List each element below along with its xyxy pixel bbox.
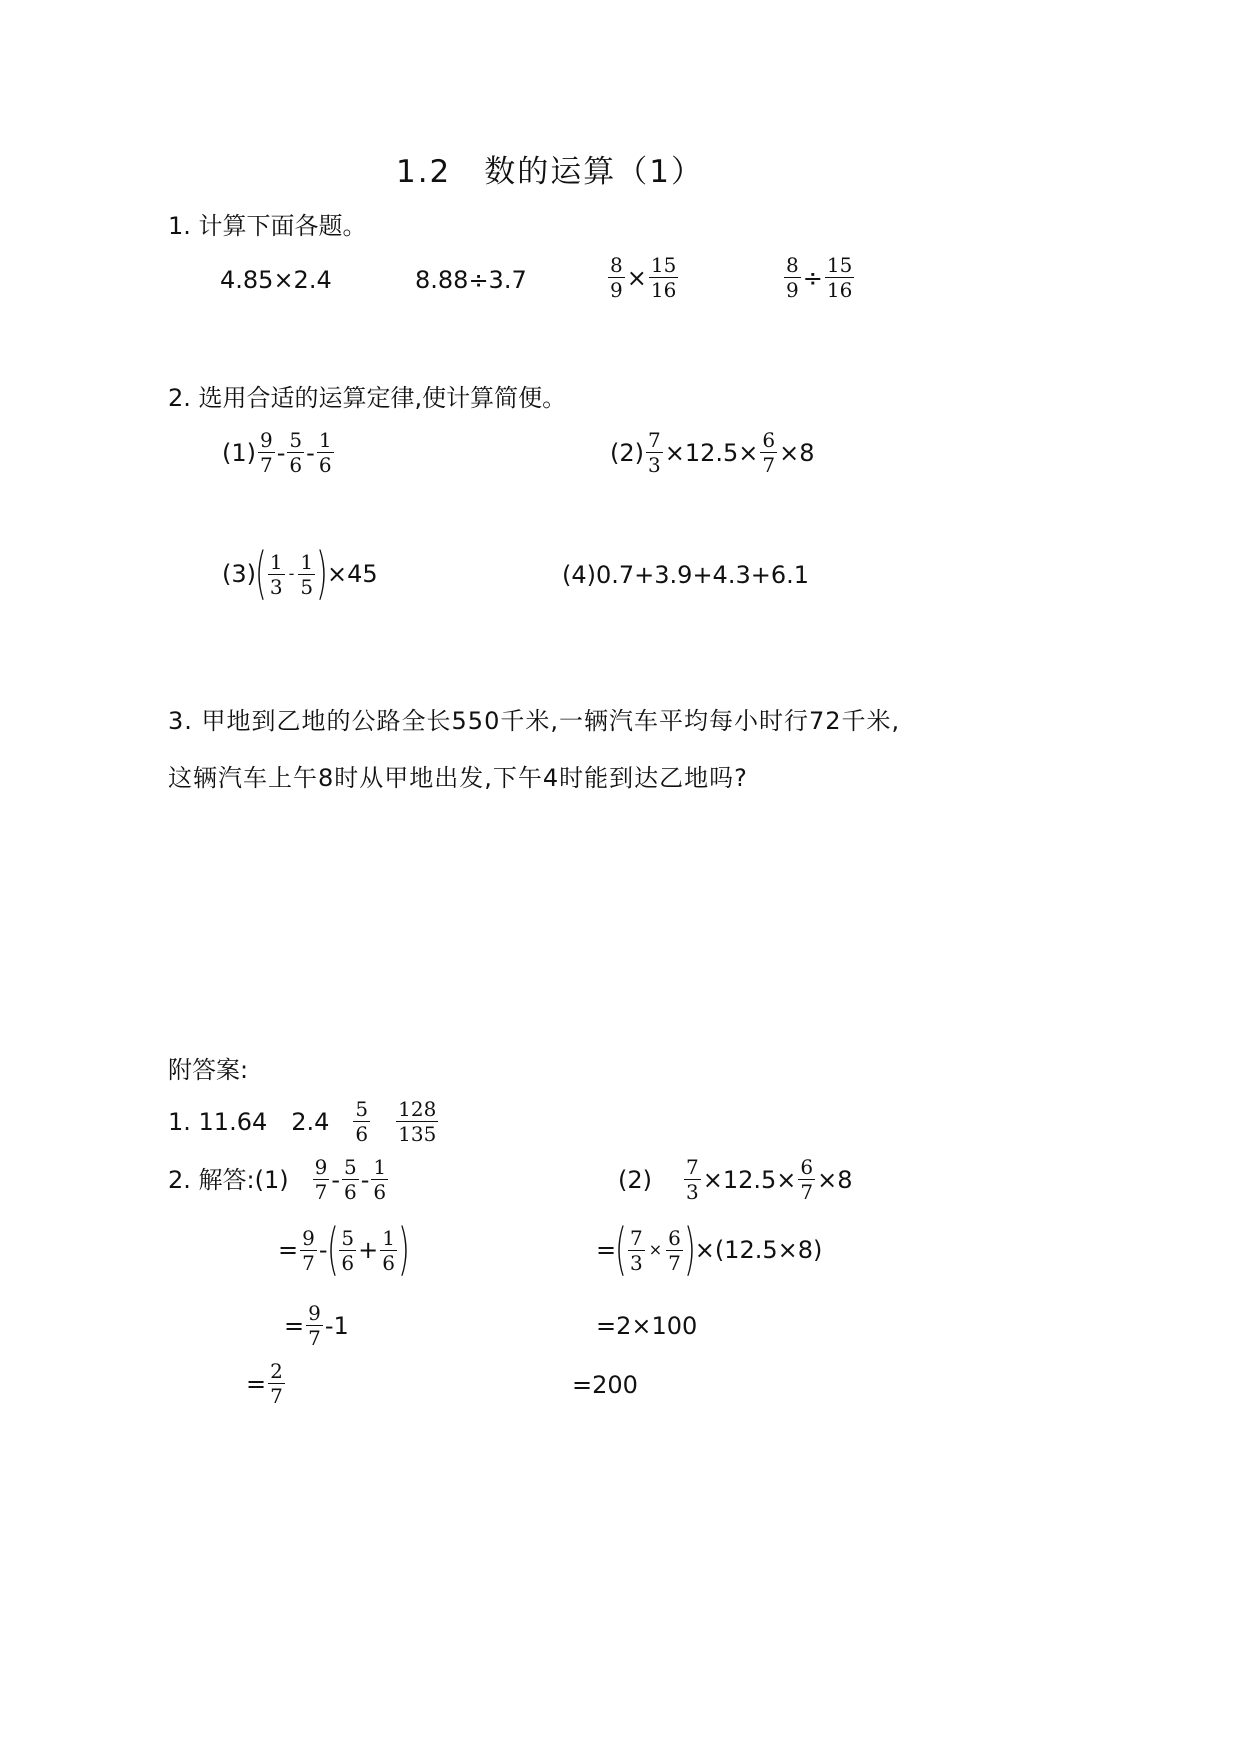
answer-1: 1. 11.64 2.4 $\frac{5}{6}$ $\frac{128}{135}$ (168, 1097, 437, 1146)
fraction: $\frac{1}{3}$ (269, 549, 283, 599)
q1-heading: 1. 计算下面各题。 (168, 212, 367, 240)
q2-problem-3: (3) ( $\frac{1}{3}$ - $\frac{1}{5}$ ) ×45 (222, 541, 378, 606)
answer-2-right-line-2: = ( $\frac{7}{3}$ × $\frac{6}{7}$ ) ×(12.5×8) (596, 1217, 823, 1282)
fraction: $\frac{5}{6}$ (355, 1097, 369, 1146)
q2-problem-1: (1) $\frac{9}{7}$ - $\frac{5}{6}$ - $\frac{1}{6}$ (222, 428, 332, 477)
answer-2-line-4: = $\frac{2}{7}$ (246, 1359, 283, 1408)
fraction: $\frac{5}{6}$ (344, 1155, 357, 1204)
fraction: $\frac{9}{7}$ (302, 1225, 315, 1275)
fraction: $\frac{7}{3}$ (686, 1155, 699, 1204)
answer-2-right-line-3: =2×100 (596, 1312, 698, 1340)
answer-2-line-3: = $\frac{9}{7}$ -1 (284, 1301, 349, 1350)
fraction: $\frac{7}{3}$ (648, 428, 661, 477)
fraction: $\frac{1}{6}$ (373, 1155, 387, 1204)
fraction: $\frac{7}{3}$ (629, 1225, 643, 1275)
q1-expr-4: $\frac{8}{9}$ ÷ $\frac{15}{16}$ (786, 253, 853, 302)
q1-expr-1: 4.85×2.4 (220, 266, 332, 294)
fraction: $\frac{15}{16}$ (650, 253, 677, 302)
fraction: $\frac{6}{7}$ (762, 428, 776, 477)
answers-heading: 附答案: (168, 1056, 249, 1084)
fraction: $\frac{8}{9}$ (610, 253, 623, 302)
fraction: $\frac{6}{7}$ (800, 1155, 814, 1204)
answer-2-right-line-4: =200 (572, 1371, 638, 1399)
answer-2-line-2: = $\frac{9}{7}$ - ( $\frac{5}{6}$ + $\frac{1}{6}$ ) (278, 1217, 410, 1282)
q2-heading: 2. 选用合适的运算定律,使计算简便。 (168, 384, 567, 412)
fraction: $\frac{6}{7}$ (668, 1225, 681, 1275)
fraction: $\frac{15}{16}$ (826, 253, 853, 302)
q1-expr-3: $\frac{8}{9}$ × $\frac{15}{16}$ (610, 253, 677, 302)
fraction: $\frac{9}{7}$ (314, 1155, 328, 1204)
page-title: 1.2 数的运算（1） (395, 154, 705, 190)
q2-problem-2: (2) $\frac{7}{3}$ ×12.5× $\frac{6}{7}$ ×8 (610, 428, 815, 477)
fraction: $\frac{9}{7}$ (308, 1301, 321, 1350)
fraction: $\frac{2}{7}$ (270, 1359, 283, 1408)
fraction: $\frac{128}{135}$ (398, 1097, 437, 1146)
fraction: $\frac{8}{9}$ (786, 253, 799, 302)
fraction: $\frac{5}{6}$ (341, 1225, 355, 1275)
q2-problem-4: (4) 0.7+3.9+4.3+6.1 (562, 561, 809, 589)
fraction: $\frac{1}{6}$ (318, 428, 332, 477)
q1-expr-2: 8.88÷3.7 (415, 266, 527, 294)
fraction: $\frac{1}{6}$ (382, 1225, 395, 1275)
fraction: $\frac{5}{6}$ (289, 428, 303, 477)
answer-2-line-1: 2. 解答:(1) $\frac{9}{7}$ - $\frac{5}{6}$ - $\frac{1}{6}$ (168, 1155, 387, 1204)
fraction: $\frac{9}{7}$ (260, 428, 273, 477)
fraction: $\frac{1}{5}$ (300, 549, 314, 599)
answer-2-right-line-1: (2) $\frac{7}{3}$ ×12.5× $\frac{6}{7}$ ×8 (618, 1155, 853, 1204)
q3-line-1: 3. 甲地到乙地的公路全长550千米,一辆汽车平均每小时行72千米, (168, 707, 901, 735)
q3-line-2: 这辆汽车上午8时从甲地出发,下午4时能到达乙地吗? (168, 764, 748, 792)
